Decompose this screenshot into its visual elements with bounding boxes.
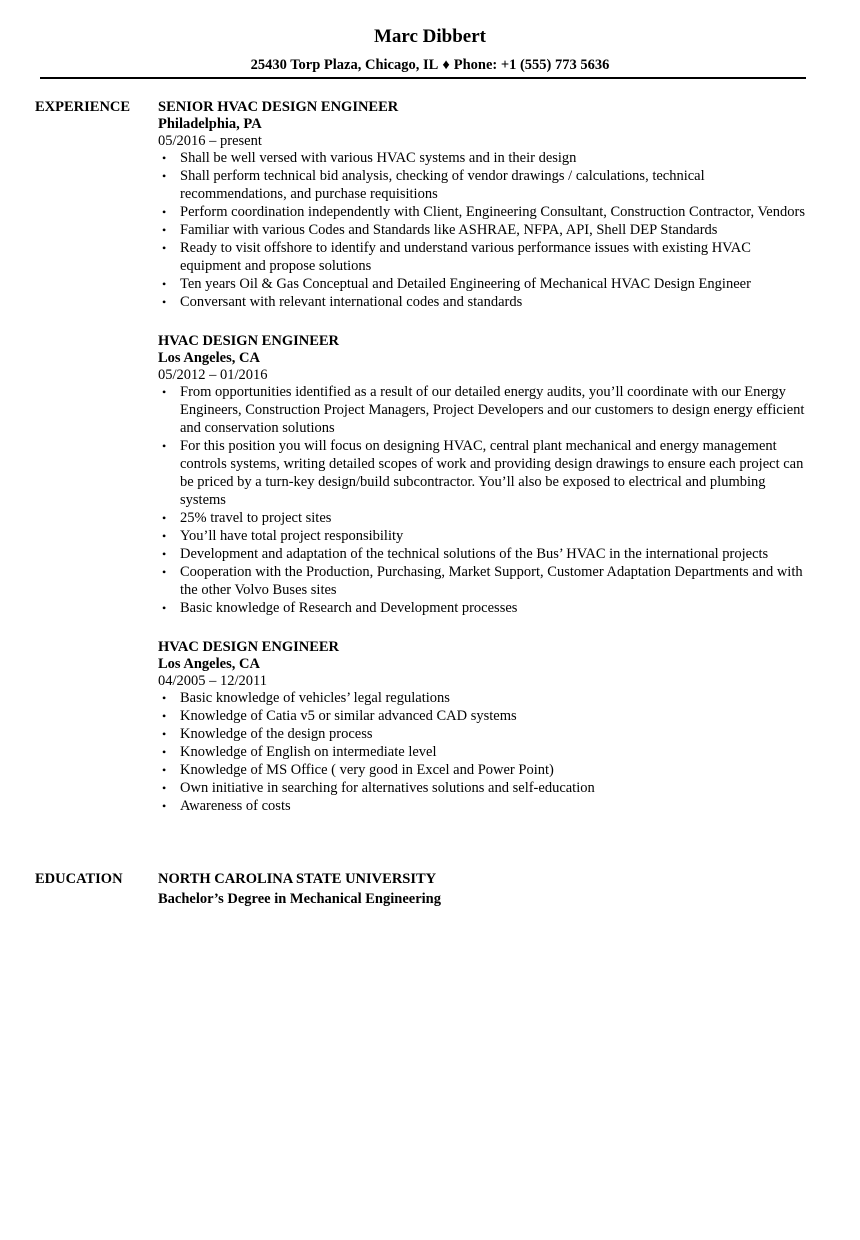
bullet-text: Own initiative in searching for alternatives solutions and self-education	[180, 780, 595, 796]
list-item	[158, 725, 808, 743]
bullet-icon: •	[162, 295, 167, 309]
bullet-text: Ready to visit offshore to identify and understand various performance issues with existing HVAC equipment and propose solutions	[180, 240, 751, 274]
header-divider	[40, 77, 806, 79]
list-item	[158, 203, 808, 221]
address: 25430 Torp Plaza, Chicago, IL	[250, 57, 439, 73]
education-label: EDUCATION	[35, 871, 123, 887]
bullet-icon: •	[162, 799, 167, 813]
bullet-text: Ten years Oil & Gas Conceptual and Detailed Engineering of Mechanical HVAC Design Engineer	[180, 276, 751, 292]
experience-jobs	[158, 99, 808, 837]
contact-line	[0, 57, 860, 74]
bullet-text: Perform coordination independently with Client, Engineering Consultant, Construction Contractor, Vendors	[180, 204, 805, 220]
bullet-icon: •	[162, 277, 167, 291]
bullet-text: Development and adaptation of the technical solutions of the Bus’ HVAC in the international projects	[180, 546, 769, 562]
bullet-text: Knowledge of English on intermediate level	[180, 744, 437, 760]
bullet-text: Conversant with relevant international codes and standards	[180, 294, 523, 310]
diamond-separator-icon: ♦	[442, 57, 450, 73]
bullet-icon: •	[162, 709, 167, 723]
list-item	[158, 239, 808, 275]
bullet-icon: •	[162, 547, 167, 561]
job-location: Philadelphia, PA	[158, 116, 262, 132]
bullet-icon: •	[162, 205, 167, 219]
bullet-text: Shall be well versed with various HVAC systems and in their design	[180, 150, 577, 166]
list-item	[158, 761, 808, 779]
bullet-icon: •	[162, 601, 167, 615]
job-title: HVAC DESIGN ENGINEER	[158, 333, 340, 349]
bullet-text: Awareness of costs	[180, 798, 291, 814]
bullet-icon: •	[162, 241, 167, 255]
job-title: SENIOR HVAC DESIGN ENGINEER	[158, 99, 399, 115]
job-bullet-list	[158, 149, 808, 311]
bullet-text: Knowledge of Catia v5 or similar advanced CAD systems	[180, 708, 517, 724]
bullet-text: Shall perform technical bid analysis, checking of vendor drawings / calculations, technical recommendations, and purchase requisitions	[180, 168, 705, 202]
job-entry	[158, 99, 808, 311]
bullet-icon: •	[162, 511, 167, 525]
bullet-icon: •	[162, 763, 167, 777]
list-item	[158, 437, 808, 509]
education-body	[158, 871, 808, 908]
bullet-text: You’ll have total project responsibility	[180, 528, 404, 544]
bullet-text: Knowledge of the design process	[180, 726, 373, 742]
bullet-text: Basic knowledge of Research and Development processes	[180, 600, 518, 616]
education-school: NORTH CAROLINA STATE UNIVERSITY	[158, 871, 437, 887]
job-dates: 04/2005 – 12/2011	[158, 673, 268, 689]
bullet-text: Knowledge of MS Office ( very good in Excel and Power Point)	[180, 762, 554, 778]
job-location: Los Angeles, CA	[158, 350, 260, 366]
job-entry	[158, 639, 808, 815]
bullet-icon: •	[162, 529, 167, 543]
job-title: HVAC DESIGN ENGINEER	[158, 639, 340, 655]
list-item	[158, 545, 808, 563]
bullet-text: 25% travel to project sites	[180, 510, 332, 526]
bullet-icon: •	[162, 727, 167, 741]
job-entry	[158, 333, 808, 617]
phone: Phone: +1 (555) 773 5636	[453, 57, 610, 73]
bullet-text: Familiar with various Codes and Standards like ASHRAE, NFPA, API, Shell DEP Standards	[180, 222, 718, 238]
list-item	[158, 599, 808, 617]
bullet-icon: •	[162, 745, 167, 759]
experience-label: EXPERIENCE	[35, 99, 131, 115]
job-location: Los Angeles, CA	[158, 656, 260, 672]
list-item	[158, 293, 808, 311]
resume-header	[0, 0, 860, 74]
bullet-icon: •	[162, 169, 167, 183]
bullet-text: Cooperation with the Production, Purchasing, Market Support, Customer Adaptation Departments and with the other Volvo Buses sites	[180, 564, 803, 598]
list-item	[158, 779, 808, 797]
list-item	[158, 707, 808, 725]
job-dates: 05/2012 – 01/2016	[158, 367, 268, 383]
bullet-icon: •	[162, 691, 167, 705]
bullet-icon: •	[162, 151, 167, 165]
list-item	[158, 527, 808, 545]
list-item	[158, 509, 808, 527]
education-degree: Bachelor’s Degree in Mechanical Engineering	[158, 891, 441, 907]
list-item	[158, 383, 808, 437]
list-item	[158, 167, 808, 203]
job-dates: 05/2016 – present	[158, 133, 262, 149]
list-item	[158, 275, 808, 293]
bullet-icon: •	[162, 385, 167, 399]
list-item	[158, 743, 808, 761]
job-bullet-list	[158, 383, 808, 617]
list-item	[158, 563, 808, 599]
bullet-icon: •	[162, 565, 167, 579]
list-item	[158, 689, 808, 707]
bullet-icon: •	[162, 223, 167, 237]
list-item	[158, 221, 808, 239]
bullet-icon: •	[162, 781, 167, 795]
candidate-name: Marc Dibbert	[373, 26, 487, 47]
list-item	[158, 797, 808, 815]
list-item	[158, 149, 808, 167]
bullet-text: Basic knowledge of vehicles’ legal regulations	[180, 690, 450, 706]
bullet-text: From opportunities identified as a result of our detailed energy audits, you’ll coordinate with our Energy Engineers, Construction Project Managers, Project Developers and our customers to design energy efficient and conservation solutions	[180, 384, 805, 436]
job-bullet-list	[158, 689, 808, 815]
bullet-text: For this position you will focus on designing HVAC, central plant mechanical and energy management controls systems, writing detailed scopes of work and providing design drawings to ensure each project can be priced by a turn-key design/build subcontractor. You’ll also be exposed to electrical and plumbing systems	[180, 438, 804, 508]
bullet-icon: •	[162, 439, 167, 453]
